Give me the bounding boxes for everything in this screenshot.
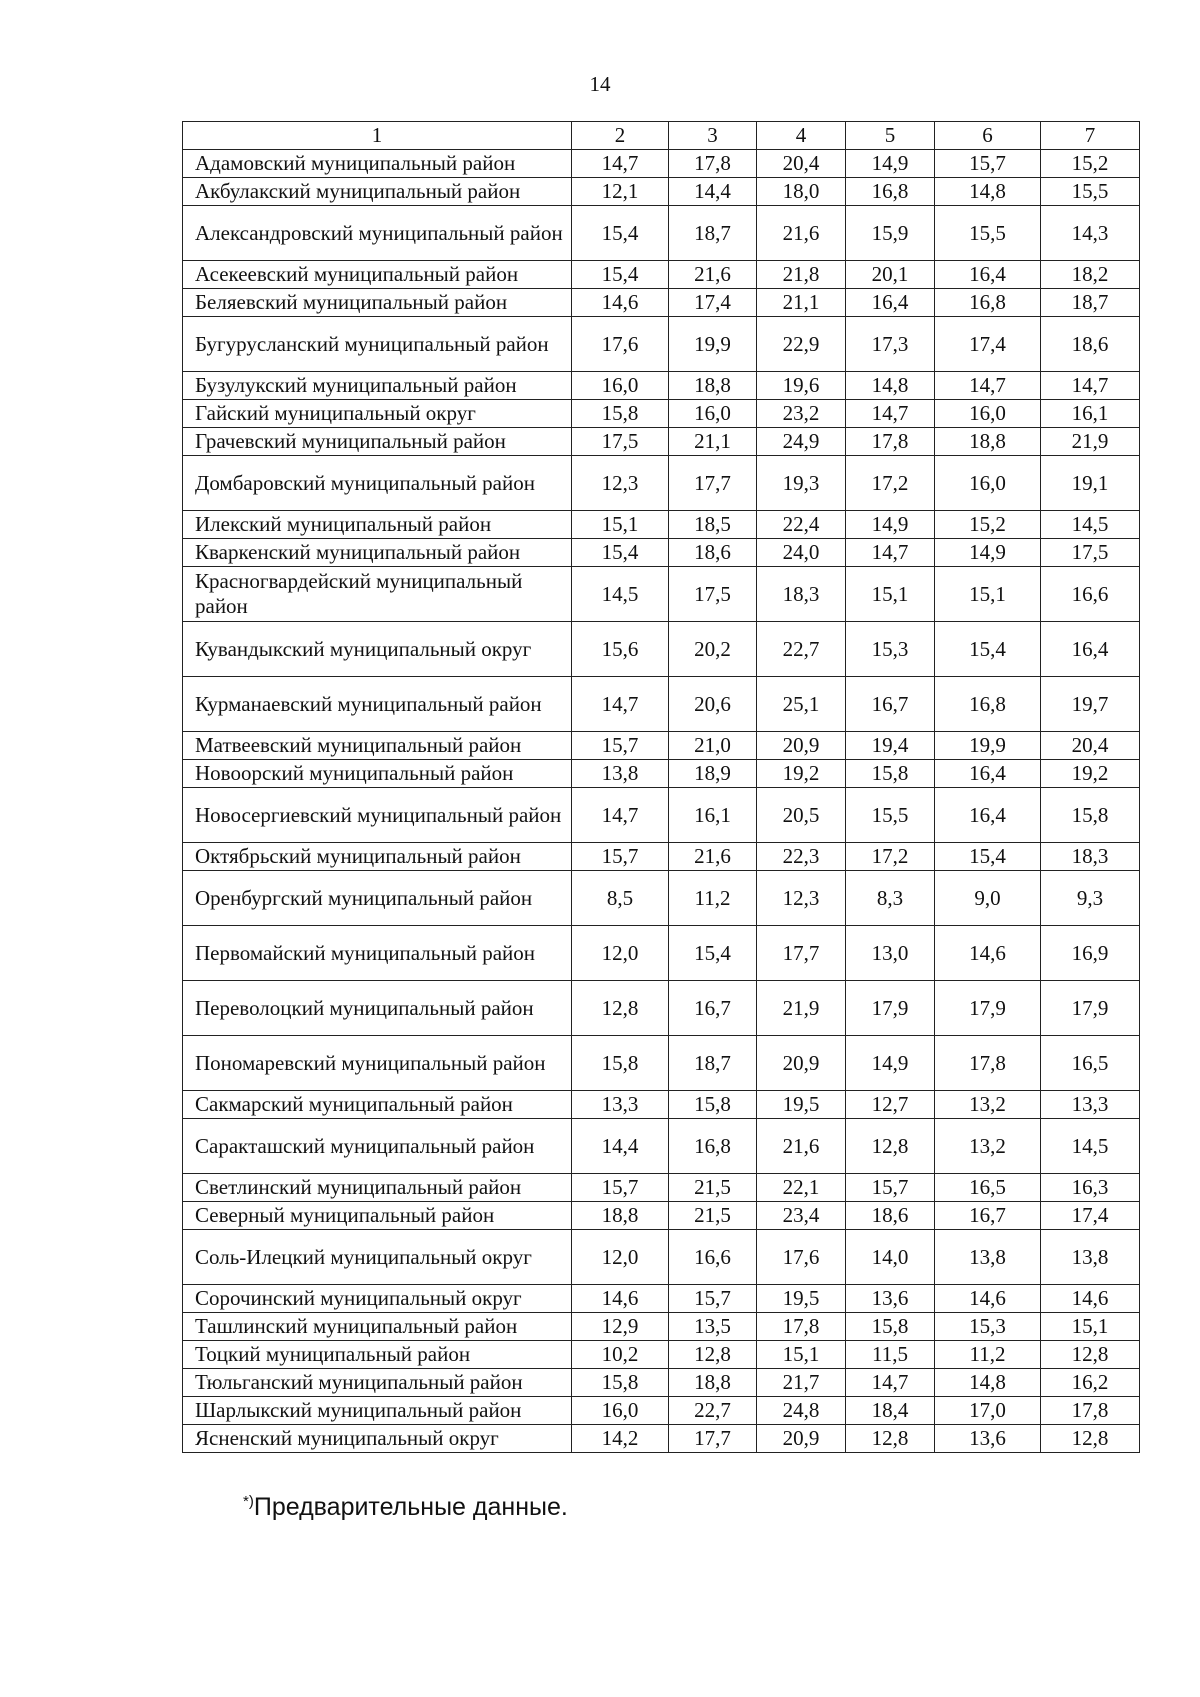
value-cell: 22,1 (757, 1174, 846, 1202)
footnote-text: Предварительные данные. (253, 1493, 568, 1521)
value-cell: 16,0 (935, 400, 1041, 428)
value-cell: 17,4 (935, 317, 1041, 372)
district-name-cell: Адамовский муниципальный район (183, 150, 572, 178)
value-cell: 17,8 (935, 1036, 1041, 1091)
district-name-cell: Бузулукский муниципальный район (183, 372, 572, 400)
table-row (183, 150, 1140, 178)
value-cell: 12,0 (572, 1230, 669, 1285)
table-row (183, 178, 1140, 206)
value-cell: 21,6 (669, 261, 757, 289)
data-table (182, 121, 1140, 1453)
value-cell: 17,9 (846, 981, 935, 1036)
value-cell: 12,9 (572, 1313, 669, 1341)
district-name-cell: Новоорский муниципальный район (183, 760, 572, 788)
value-cell: 17,4 (669, 289, 757, 317)
value-cell: 12,3 (757, 871, 846, 926)
value-cell: 16,8 (935, 677, 1041, 732)
value-cell: 19,2 (1041, 760, 1140, 788)
district-name-cell: Саракташский муниципальный район (183, 1119, 572, 1174)
footnote-mark: *) (243, 1493, 254, 1510)
value-cell: 15,7 (572, 732, 669, 760)
value-cell: 17,9 (1041, 981, 1140, 1036)
value-cell: 21,7 (757, 1369, 846, 1397)
district-name-cell: Бугурусланский муниципальный район (183, 317, 572, 372)
value-cell: 19,9 (669, 317, 757, 372)
value-cell: 14,5 (572, 567, 669, 622)
value-cell: 11,2 (935, 1341, 1041, 1369)
value-cell: 17,5 (1041, 539, 1140, 567)
value-cell: 20,1 (846, 261, 935, 289)
value-cell: 15,5 (846, 788, 935, 843)
table-row (183, 206, 1140, 261)
value-cell: 17,5 (572, 428, 669, 456)
value-cell: 15,8 (572, 400, 669, 428)
value-cell: 23,4 (757, 1202, 846, 1230)
value-cell: 13,8 (572, 760, 669, 788)
value-cell: 16,4 (935, 261, 1041, 289)
value-cell: 21,0 (669, 732, 757, 760)
value-cell: 12,8 (846, 1119, 935, 1174)
value-cell: 16,2 (1041, 1369, 1140, 1397)
value-cell: 16,4 (935, 760, 1041, 788)
table-row (183, 539, 1140, 567)
table-row (183, 1313, 1140, 1341)
value-cell: 23,2 (757, 400, 846, 428)
value-cell: 15,7 (669, 1285, 757, 1313)
value-cell: 15,8 (669, 1091, 757, 1119)
value-cell: 12,7 (846, 1091, 935, 1119)
value-cell: 21,8 (757, 261, 846, 289)
table-row (183, 732, 1140, 760)
value-cell: 17,8 (1041, 1397, 1140, 1425)
value-cell: 12,8 (572, 981, 669, 1036)
value-cell: 14,7 (846, 1369, 935, 1397)
value-cell: 18,6 (846, 1202, 935, 1230)
value-cell: 15,1 (757, 1341, 846, 1369)
value-cell: 14,6 (935, 926, 1041, 981)
value-cell: 16,4 (846, 289, 935, 317)
district-name-cell: Александровский муниципальный район (183, 206, 572, 261)
value-cell: 15,1 (572, 511, 669, 539)
value-cell: 16,8 (935, 289, 1041, 317)
value-cell: 15,4 (669, 926, 757, 981)
value-cell: 18,8 (669, 372, 757, 400)
value-cell: 15,5 (1041, 178, 1140, 206)
value-cell: 9,0 (935, 871, 1041, 926)
value-cell: 19,2 (757, 760, 846, 788)
value-cell: 14,9 (935, 539, 1041, 567)
value-cell: 13,8 (935, 1230, 1041, 1285)
value-cell: 14,7 (572, 677, 669, 732)
district-name-cell: Домбаровский муниципальный район (183, 456, 572, 511)
district-name-cell: Шарлыкский муниципальный район (183, 1397, 572, 1425)
district-name-cell: Гайский муниципальный округ (183, 400, 572, 428)
value-cell: 15,2 (935, 511, 1041, 539)
value-cell: 17,7 (757, 926, 846, 981)
district-name-cell: Новосергиевский муниципальный район (183, 788, 572, 843)
value-cell: 25,1 (757, 677, 846, 732)
value-cell: 13,3 (572, 1091, 669, 1119)
value-cell: 16,6 (669, 1230, 757, 1285)
value-cell: 16,5 (1041, 1036, 1140, 1091)
column-header: 5 (846, 122, 935, 150)
value-cell: 24,0 (757, 539, 846, 567)
value-cell: 12,1 (572, 178, 669, 206)
value-cell: 21,1 (757, 289, 846, 317)
table-row (183, 677, 1140, 732)
value-cell: 18,8 (572, 1202, 669, 1230)
value-cell: 18,6 (669, 539, 757, 567)
value-cell: 14,7 (846, 539, 935, 567)
value-cell: 16,7 (669, 981, 757, 1036)
district-name-cell: Тюльганский муниципальный район (183, 1369, 572, 1397)
table-row (183, 1174, 1140, 1202)
value-cell: 20,4 (1041, 732, 1140, 760)
value-cell: 21,5 (669, 1174, 757, 1202)
column-header: 2 (572, 122, 669, 150)
district-name-cell: Сорочинский муниципальный округ (183, 1285, 572, 1313)
table-row (183, 317, 1140, 372)
value-cell: 22,4 (757, 511, 846, 539)
value-cell: 15,3 (846, 622, 935, 677)
column-header: 7 (1041, 122, 1140, 150)
value-cell: 16,0 (572, 1397, 669, 1425)
value-cell: 19,1 (1041, 456, 1140, 511)
header-row (183, 122, 1140, 150)
table-row (183, 1285, 1140, 1313)
district-name-cell: Оренбургский муниципальный район (183, 871, 572, 926)
value-cell: 15,1 (846, 567, 935, 622)
table-row (183, 261, 1140, 289)
value-cell: 14,3 (1041, 206, 1140, 261)
value-cell: 14,6 (1041, 1285, 1140, 1313)
value-cell: 15,2 (1041, 150, 1140, 178)
district-name-cell: Матвеевский муниципальный район (183, 732, 572, 760)
table-row (183, 1230, 1140, 1285)
value-cell: 17,2 (846, 456, 935, 511)
district-name-cell: Асекеевский муниципальный район (183, 261, 572, 289)
value-cell: 17,5 (669, 567, 757, 622)
value-cell: 21,6 (757, 1119, 846, 1174)
district-name-cell: Грачевский муниципальный район (183, 428, 572, 456)
value-cell: 16,0 (669, 400, 757, 428)
value-cell: 16,0 (572, 372, 669, 400)
value-cell: 17,8 (669, 150, 757, 178)
column-header: 6 (935, 122, 1041, 150)
value-cell: 13,3 (1041, 1091, 1140, 1119)
value-cell: 22,9 (757, 317, 846, 372)
page-number: 14 (589, 72, 611, 96)
value-cell: 14,7 (846, 400, 935, 428)
district-name-cell: Акбулакский муниципальный район (183, 178, 572, 206)
value-cell: 14,2 (572, 1425, 669, 1453)
value-cell: 14,0 (846, 1230, 935, 1285)
value-cell: 9,3 (1041, 871, 1140, 926)
value-cell: 17,7 (669, 1425, 757, 1453)
value-cell: 14,7 (572, 150, 669, 178)
district-name-cell: Беляевский муниципальный район (183, 289, 572, 317)
value-cell: 16,6 (1041, 567, 1140, 622)
district-name-cell: Сакмарский муниципальный район (183, 1091, 572, 1119)
value-cell: 13,0 (846, 926, 935, 981)
table-row (183, 567, 1140, 622)
value-cell: 15,1 (1041, 1313, 1140, 1341)
value-cell: 15,7 (572, 843, 669, 871)
value-cell: 22,3 (757, 843, 846, 871)
value-cell: 24,9 (757, 428, 846, 456)
value-cell: 14,6 (572, 289, 669, 317)
table-row (183, 428, 1140, 456)
value-cell: 14,4 (669, 178, 757, 206)
value-cell: 19,5 (757, 1285, 846, 1313)
value-cell: 18,7 (1041, 289, 1140, 317)
value-cell: 19,5 (757, 1091, 846, 1119)
table-row (183, 1341, 1140, 1369)
column-header: 1 (183, 122, 572, 150)
column-header: 4 (757, 122, 846, 150)
value-cell: 14,5 (1041, 1119, 1140, 1174)
value-cell: 12,8 (1041, 1425, 1140, 1453)
value-cell: 15,7 (846, 1174, 935, 1202)
value-cell: 15,4 (572, 539, 669, 567)
value-cell: 11,2 (669, 871, 757, 926)
value-cell: 17,6 (757, 1230, 846, 1285)
table-row (183, 1119, 1140, 1174)
value-cell: 18,9 (669, 760, 757, 788)
value-cell: 19,4 (846, 732, 935, 760)
table-row (183, 622, 1140, 677)
value-cell: 16,7 (935, 1202, 1041, 1230)
value-cell: 16,1 (669, 788, 757, 843)
table-row (183, 760, 1140, 788)
value-cell: 14,8 (935, 1369, 1041, 1397)
value-cell: 13,8 (1041, 1230, 1140, 1285)
value-cell: 14,6 (935, 1285, 1041, 1313)
table-row (183, 1369, 1140, 1397)
table-body (183, 150, 1140, 1453)
value-cell: 15,7 (572, 1174, 669, 1202)
table-row (183, 289, 1140, 317)
value-cell: 21,9 (1041, 428, 1140, 456)
district-name-cell: Курманаевский муниципальный район (183, 677, 572, 732)
value-cell: 17,3 (846, 317, 935, 372)
table-row (183, 400, 1140, 428)
value-cell: 14,8 (846, 372, 935, 400)
value-cell: 12,3 (572, 456, 669, 511)
value-cell: 14,4 (572, 1119, 669, 1174)
district-name-cell: Переволоцкий муниципальный район (183, 981, 572, 1036)
value-cell: 15,8 (572, 1036, 669, 1091)
value-cell: 15,5 (935, 206, 1041, 261)
footnote (243, 1493, 568, 1522)
value-cell: 12,0 (572, 926, 669, 981)
value-cell: 19,6 (757, 372, 846, 400)
value-cell: 21,6 (669, 843, 757, 871)
table-row (183, 511, 1140, 539)
value-cell: 16,4 (935, 788, 1041, 843)
value-cell: 12,8 (846, 1425, 935, 1453)
value-cell: 11,5 (846, 1341, 935, 1369)
district-name-cell: Октябрьский муниципальный район (183, 843, 572, 871)
value-cell: 14,7 (1041, 372, 1140, 400)
district-name-cell: Илекский муниципальный район (183, 511, 572, 539)
value-cell: 15,4 (572, 206, 669, 261)
district-name-cell: Кваркенский муниципальный район (183, 539, 572, 567)
value-cell: 14,9 (846, 511, 935, 539)
table-row (183, 372, 1140, 400)
value-cell: 13,6 (935, 1425, 1041, 1453)
value-cell: 14,7 (572, 788, 669, 843)
value-cell: 21,9 (757, 981, 846, 1036)
table-row (183, 1425, 1140, 1453)
value-cell: 10,2 (572, 1341, 669, 1369)
district-name-cell: Ясненский муниципальный округ (183, 1425, 572, 1453)
value-cell: 20,9 (757, 732, 846, 760)
value-cell: 15,8 (1041, 788, 1140, 843)
value-cell: 20,9 (757, 1425, 846, 1453)
value-cell: 21,6 (757, 206, 846, 261)
district-name-cell: Красногвардейский муниципальный район (183, 567, 572, 622)
value-cell: 15,1 (935, 567, 1041, 622)
value-cell: 16,8 (669, 1119, 757, 1174)
value-cell: 18,8 (669, 1369, 757, 1397)
table-row (183, 926, 1140, 981)
value-cell: 14,7 (935, 372, 1041, 400)
table-row (183, 1091, 1140, 1119)
value-cell: 18,0 (757, 178, 846, 206)
value-cell: 13,2 (935, 1119, 1041, 1174)
value-cell: 15,8 (846, 1313, 935, 1341)
value-cell: 20,9 (757, 1036, 846, 1091)
value-cell: 24,8 (757, 1397, 846, 1425)
value-cell: 17,6 (572, 317, 669, 372)
district-name-cell: Светлинский муниципальный район (183, 1174, 572, 1202)
value-cell: 20,6 (669, 677, 757, 732)
district-name-cell: Тоцкий муниципальный район (183, 1341, 572, 1369)
district-name-cell: Кувандыкский муниципальный округ (183, 622, 572, 677)
value-cell: 15,8 (846, 760, 935, 788)
district-name-cell: Пономаревский муниципальный район (183, 1036, 572, 1091)
value-cell: 15,6 (572, 622, 669, 677)
value-cell: 15,4 (572, 261, 669, 289)
value-cell: 15,9 (846, 206, 935, 261)
district-name-cell: Северный муниципальный район (183, 1202, 572, 1230)
table-row (183, 843, 1140, 871)
table-row (183, 1036, 1140, 1091)
value-cell: 18,7 (669, 1036, 757, 1091)
value-cell: 19,7 (1041, 677, 1140, 732)
value-cell: 15,3 (935, 1313, 1041, 1341)
value-cell: 14,8 (935, 178, 1041, 206)
value-cell: 14,5 (1041, 511, 1140, 539)
value-cell: 16,3 (1041, 1174, 1140, 1202)
value-cell: 18,7 (669, 206, 757, 261)
value-cell: 16,1 (1041, 400, 1140, 428)
value-cell: 15,8 (572, 1369, 669, 1397)
district-name-cell: Первомайский муниципальный район (183, 926, 572, 981)
value-cell: 14,6 (572, 1285, 669, 1313)
value-cell: 8,3 (846, 871, 935, 926)
value-cell: 19,9 (935, 732, 1041, 760)
value-cell: 18,3 (757, 567, 846, 622)
value-cell: 17,8 (757, 1313, 846, 1341)
value-cell: 8,5 (572, 871, 669, 926)
value-cell: 16,8 (846, 178, 935, 206)
value-cell: 16,4 (1041, 622, 1140, 677)
value-cell: 20,2 (669, 622, 757, 677)
value-cell: 18,5 (669, 511, 757, 539)
value-cell: 18,4 (846, 1397, 935, 1425)
value-cell: 13,5 (669, 1313, 757, 1341)
value-cell: 22,7 (669, 1397, 757, 1425)
value-cell: 21,5 (669, 1202, 757, 1230)
value-cell: 12,8 (669, 1341, 757, 1369)
value-cell: 17,0 (935, 1397, 1041, 1425)
value-cell: 17,8 (846, 428, 935, 456)
table-row (183, 456, 1140, 511)
table-row (183, 1202, 1140, 1230)
value-cell: 13,2 (935, 1091, 1041, 1119)
value-cell: 19,3 (757, 456, 846, 511)
district-name-cell: Соль-Илецкий муниципальный округ (183, 1230, 572, 1285)
value-cell: 16,5 (935, 1174, 1041, 1202)
value-cell: 21,1 (669, 428, 757, 456)
column-header: 3 (669, 122, 757, 150)
value-cell: 12,8 (1041, 1341, 1140, 1369)
value-cell: 17,7 (669, 456, 757, 511)
value-cell: 18,8 (935, 428, 1041, 456)
value-cell: 18,2 (1041, 261, 1140, 289)
value-cell: 22,7 (757, 622, 846, 677)
table-row (183, 871, 1140, 926)
value-cell: 17,9 (935, 981, 1041, 1036)
value-cell: 20,4 (757, 150, 846, 178)
value-cell: 16,9 (1041, 926, 1140, 981)
value-cell: 18,3 (1041, 843, 1140, 871)
value-cell: 14,9 (846, 150, 935, 178)
value-cell: 18,6 (1041, 317, 1140, 372)
value-cell: 15,4 (935, 622, 1041, 677)
value-cell: 20,5 (757, 788, 846, 843)
district-name-cell: Ташлинский муниципальный район (183, 1313, 572, 1341)
value-cell: 17,4 (1041, 1202, 1140, 1230)
value-cell: 16,0 (935, 456, 1041, 511)
table-row (183, 788, 1140, 843)
table-row (183, 1397, 1140, 1425)
value-cell: 13,6 (846, 1285, 935, 1313)
value-cell: 17,2 (846, 843, 935, 871)
value-cell: 16,7 (846, 677, 935, 732)
value-cell: 15,4 (935, 843, 1041, 871)
value-cell: 14,9 (846, 1036, 935, 1091)
table-row (183, 981, 1140, 1036)
value-cell: 15,7 (935, 150, 1041, 178)
